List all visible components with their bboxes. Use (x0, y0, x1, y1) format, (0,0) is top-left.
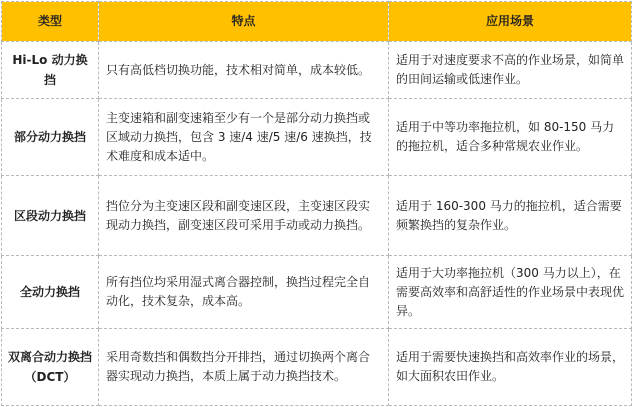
table-row (2, 329, 632, 406)
header-type: 类型 (2, 2, 99, 42)
row-type-cell: Hi-Lo 动力换挡 (2, 42, 99, 99)
header-application: 应用场景 (389, 2, 632, 42)
row-features-cell: 采用奇数挡和偶数挡分开排挡，通过切换两个离合器实现动力换挡，本质上属于动力换挡技术。 (99, 329, 389, 406)
table-row (2, 256, 632, 329)
row-type-cell: 区段动力换挡 (2, 176, 99, 256)
row-features-cell: 只有高低档切换功能，技术相对简单，成本较低。 (99, 42, 389, 99)
row-application-cell: 适用于需要快速换挡和高效率作业的场景，如大面积农田作业。 (389, 329, 632, 406)
table-row (2, 99, 632, 176)
row-application-cell: 适用于 160-300 马力的拖拉机，适合需要频繁换挡的复杂作业。 (389, 176, 632, 256)
transmission-comparison-table (1, 1, 632, 406)
row-features-cell: 主变速箱和副变速箱至少有一个是部分动力换挡或区域动力换挡，包含 3 速/4 速/5 速/6 速换挡，技术难度和成本适中。 (99, 99, 389, 176)
row-application-cell: 适用于对速度要求不高的作业场景，如简单的田间运输或低速作业。 (389, 42, 632, 99)
row-features-cell: 挡位分为主变速区段和副变速区段，主变速区段实现动力换挡，副变速区段可采用手动或动力换挡。 (99, 176, 389, 256)
table-row (2, 42, 632, 99)
row-type-cell: 部分动力换挡 (2, 99, 99, 176)
table-header-row (2, 2, 632, 42)
row-features-cell: 所有挡位均采用湿式离合器控制，换挡过程完全自动化，技术复杂，成本高。 (99, 256, 389, 329)
row-type-cell: 全动力换挡 (2, 256, 99, 329)
table-row (2, 176, 632, 256)
row-type-cell: 双离合动力换挡（DCT） (2, 329, 99, 406)
header-features: 特点 (99, 2, 389, 42)
row-application-cell: 适用于大功率拖拉机（300 马力以上），在需要高效率和高舒适性的作业场景中表现优异。 (389, 256, 632, 329)
row-application-cell: 适用于中等功率拖拉机，如 80-150 马力的拖拉机，适合多种常规农业作业。 (389, 99, 632, 176)
